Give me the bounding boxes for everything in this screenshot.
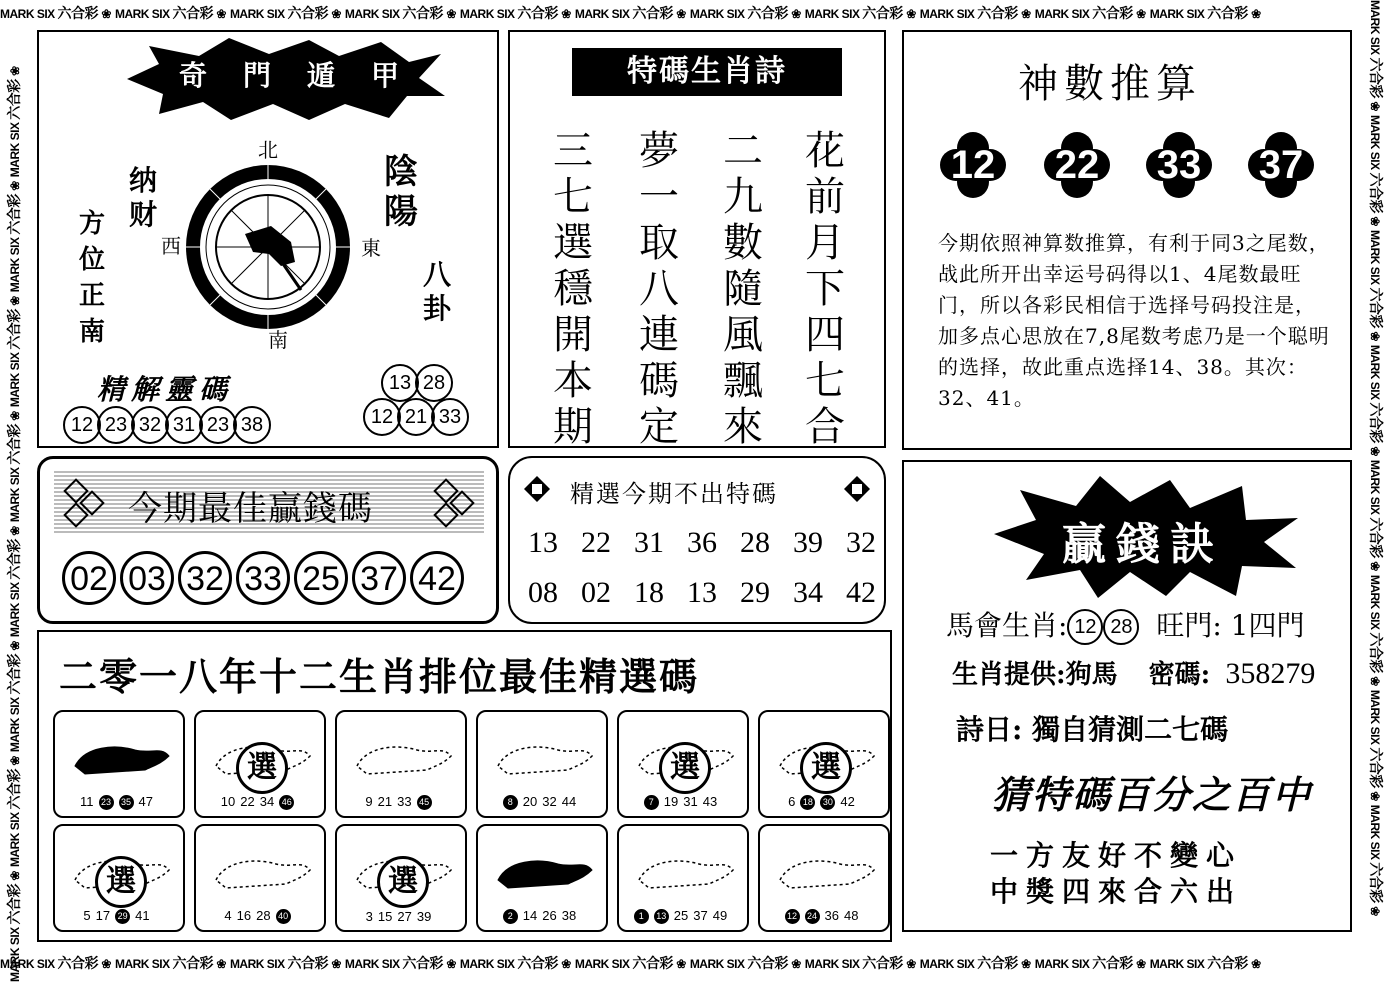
animal-number: 5 <box>83 907 91 923</box>
animal-silhouette <box>770 840 880 900</box>
zodiac-title: 二零一八年十二生肖排位最佳精選碼 <box>59 654 700 699</box>
flower-icon: ❀ <box>216 957 226 971</box>
animal-number: 16 <box>236 907 252 923</box>
notout-number: 13 <box>528 526 558 559</box>
flower-icon: ❀ <box>1368 791 1382 801</box>
compass-wheel <box>183 162 353 332</box>
best-numbers <box>62 551 464 605</box>
animal-numbers <box>619 908 747 924</box>
flower-icon: ❀ <box>1251 957 1261 971</box>
border-unit: MARK SIX 六合彩 ❀ <box>6 756 22 868</box>
flower-icon: ❀ <box>1368 561 1382 571</box>
flower-icon: ❀ <box>1368 331 1382 341</box>
zodiac-grid <box>49 710 884 940</box>
animal-silhouette <box>488 840 598 900</box>
border-unit: MARK SIX 六合彩 ❀ <box>1368 229 1384 341</box>
border-unit: MARK SIX 六合彩 ❀ <box>114 5 226 21</box>
pyramid-number: 21 <box>397 398 435 436</box>
border-unit: MARK SIX 六合彩 ❀ <box>6 411 22 523</box>
jingjie-number: 23 <box>97 406 135 444</box>
animal-number: 28 <box>256 907 271 923</box>
flower-icon: ❀ <box>906 957 916 971</box>
animal-number: 26 <box>542 907 557 923</box>
number-blob-value: 37 <box>1258 143 1304 187</box>
jingjie-number: 32 <box>131 406 169 444</box>
compass-north: 北 <box>258 138 278 162</box>
border-unit: MARK SIX 六合彩 ❀ <box>229 5 341 21</box>
border-unit: MARK SIX 六合彩 ❀ <box>1368 574 1384 686</box>
flower-icon: ❀ <box>676 957 686 971</box>
flower-icon: ❀ <box>446 7 456 21</box>
border-unit: MARK SIX 六合彩 ❀ <box>6 296 22 408</box>
jingjie-number: 38 <box>233 406 271 444</box>
flower-icon: ❀ <box>676 7 686 21</box>
flower-icon: ❀ <box>101 957 111 971</box>
best-panel <box>37 456 499 624</box>
pig-card <box>758 824 890 932</box>
animal-number: 23 <box>99 795 114 810</box>
jingjie-numbers <box>63 406 271 444</box>
notout-number: 32 <box>846 526 876 559</box>
notout-panel <box>508 456 886 624</box>
animal-silhouette <box>347 726 457 786</box>
border-unit: MARK SIX 六合彩 ❀ <box>459 955 571 971</box>
poem-column-3: 二九數隨風飄來 <box>723 128 763 450</box>
rabbit-card <box>476 710 608 818</box>
flower-icon: ❀ <box>906 7 916 21</box>
animal-number: 47 <box>138 793 153 809</box>
border-unit: MARK SIX 六合彩 ❀ <box>1368 114 1384 226</box>
notout-number: 13 <box>687 576 717 609</box>
animal-numbers <box>760 794 888 810</box>
animal-number: 43 <box>702 793 718 809</box>
border-unit: MARK SIX 六合彩 ❀ <box>689 955 801 971</box>
compass-east: 東 <box>361 236 381 260</box>
flower-icon: ❀ <box>8 411 22 421</box>
notout-number: 08 <box>528 576 558 609</box>
animal-number: 29 <box>115 909 130 924</box>
horse-card <box>53 824 185 932</box>
tiger-card <box>335 710 467 818</box>
flower-icon: ❀ <box>1136 957 1146 971</box>
line1-number: 12 <box>1067 609 1103 645</box>
qimen-left-text-2: 方 位 正 南 <box>79 209 106 347</box>
xuan-stamp: 選 <box>236 742 288 794</box>
border-unit: MARK SIX 六合彩 ❀ <box>919 5 1031 21</box>
qimen-right-text-1: 陰 陽 <box>384 152 418 232</box>
animal-number: 22 <box>240 793 255 809</box>
animal-number: 45 <box>417 795 432 810</box>
monkey-card <box>335 824 467 932</box>
number-blob <box>1146 132 1212 198</box>
animal-number: 41 <box>135 907 150 923</box>
animal-number: 17 <box>95 907 111 923</box>
animal-number: 44 <box>561 793 577 809</box>
yingqian-line-6: 中獎四來合六出 <box>990 875 1243 908</box>
flower-icon: ❀ <box>8 756 22 766</box>
animal-numbers <box>337 909 465 924</box>
border-unit: MARK SIX 六合彩 ❀ <box>6 641 22 753</box>
animal-number: 1 <box>634 909 649 924</box>
pyramid-bottom <box>363 398 469 436</box>
flower-icon: ❀ <box>1368 906 1382 916</box>
border-unit: MARK SIX 六合彩 ❀ <box>1368 689 1384 801</box>
xuan-stamp: 選 <box>800 742 852 794</box>
qimen-right-text-2: 八 卦 <box>423 258 452 325</box>
border-unit: MARK SIX 六合彩 ❀ <box>689 5 801 21</box>
line1-right: 旺門: 1四門 <box>1156 609 1305 642</box>
poem-title: 特碼生肖詩 <box>572 48 842 96</box>
yingqian-line-5: 一方友好不變心 <box>990 839 1243 872</box>
flower-icon: ❀ <box>331 957 341 971</box>
border-unit: MARK SIX 六合彩 ❀ <box>6 871 22 982</box>
top-border-strip <box>0 2 1391 24</box>
border-unit: MARK SIX 六合彩 ❀ <box>114 955 226 971</box>
animal-numbers <box>196 794 324 810</box>
animal-number: 24 <box>805 909 820 924</box>
animal-number: 2 <box>503 909 518 924</box>
dog-card <box>617 824 749 932</box>
animal-number: 15 <box>377 909 393 924</box>
flower-icon: ❀ <box>1021 957 1031 971</box>
flower-icon: ❀ <box>8 526 22 536</box>
border-unit: MARK SIX 六合彩 ❀ <box>459 5 571 21</box>
flower-icon: ❀ <box>1136 7 1146 21</box>
flower-icon: ❀ <box>8 296 22 306</box>
qimen-panel <box>37 30 499 448</box>
flower-icon: ❀ <box>561 957 571 971</box>
notout-number: 22 <box>581 526 611 559</box>
animal-numbers <box>337 794 465 810</box>
flower-icon: ❀ <box>8 641 22 651</box>
animal-number: 3 <box>365 909 373 924</box>
rat-card <box>53 710 185 818</box>
border-unit: MARK SIX 六合彩 ❀ <box>229 955 341 971</box>
border-unit: MARK SIX 六合彩 ❀ <box>6 66 22 178</box>
animal-number: 13 <box>654 909 669 924</box>
line1-label: 馬會生肖: <box>946 609 1068 642</box>
flower-icon: ❀ <box>101 7 111 21</box>
notout-number: 28 <box>740 526 770 559</box>
yingqian-line-4: 猜特碼百分之百中 <box>992 772 1313 817</box>
left-border-strip <box>0 0 22 982</box>
qimen-left-text-1: 纳 财 <box>129 164 158 231</box>
border-unit: MARK SIX 六合彩 ❀ <box>574 5 686 21</box>
animal-number: 27 <box>397 909 412 924</box>
animal-numbers <box>478 908 606 924</box>
yingqian-title: 贏錢訣 <box>1062 519 1224 570</box>
animal-number: 46 <box>279 795 294 810</box>
border-unit: MARK SIX 六合彩 ❀ <box>574 955 686 971</box>
jingjie-number: 12 <box>63 406 101 444</box>
shenshu-text: 今期依照神算数推算，有利于同3之尾数，战此所开出幸运号码得以1、4尾数最旺门，所以各彩民相信于选择号码投注是，加多点心思放在7,8尾数考虑乃是一个聪明的选择，故此重点选择14、38。其次：32、41。 <box>938 231 1330 410</box>
zodiac-panel <box>37 630 892 942</box>
diamond-left-icon <box>524 476 550 502</box>
animal-number: 9 <box>365 793 373 809</box>
animal-numbers <box>478 794 606 810</box>
border-unit: MARK SIX 六合彩 ❀ <box>1368 0 1384 111</box>
flower-icon: ❀ <box>1021 7 1031 21</box>
line2-code-label: 密碼: <box>1148 660 1211 690</box>
animal-number: 35 <box>119 795 134 810</box>
xuan-stamp: 選 <box>377 856 429 908</box>
animal-numbers <box>760 908 888 924</box>
notout-number: 18 <box>634 576 664 609</box>
animal-number: 6 <box>788 793 796 809</box>
flower-icon: ❀ <box>791 957 801 971</box>
pyramid-number: 12 <box>363 398 401 436</box>
line1-number: 28 <box>1103 609 1139 645</box>
shenshu-title: 神數推算 <box>1018 61 1202 107</box>
border-unit: MARK SIX 六合彩 ❀ <box>344 955 456 971</box>
compass-west: 西 <box>161 234 181 258</box>
border-unit: MARK SIX 六合彩 ❀ <box>6 181 22 293</box>
snake-card <box>758 710 890 818</box>
flower-icon: ❀ <box>1368 676 1382 686</box>
border-unit: MARK SIX 六合彩 ❀ <box>804 955 916 971</box>
number-blob-value: 12 <box>950 143 996 187</box>
best-number: 03 <box>120 551 174 605</box>
jingjie-number: 23 <box>199 406 237 444</box>
animal-silhouette <box>488 726 598 786</box>
animal-number: 40 <box>276 909 291 924</box>
poem-column-1: 三七選穩開本期 <box>553 128 593 450</box>
animal-number: 14 <box>522 907 538 923</box>
flower-icon: ❀ <box>8 181 22 191</box>
flower-icon: ❀ <box>1251 7 1261 21</box>
animal-number: 34 <box>259 793 275 809</box>
flower-icon: ❀ <box>561 7 571 21</box>
notout-title: 精選今期不出特碼 <box>570 480 778 508</box>
flower-icon: ❀ <box>216 7 226 21</box>
border-unit: MARK SIX 六合彩 ❀ <box>0 5 111 21</box>
flower-icon: ❀ <box>1368 101 1382 111</box>
rooster-card <box>476 824 608 932</box>
jingjie-title: 精解靈碼 <box>97 373 234 406</box>
animal-silhouette <box>206 840 316 900</box>
notout-number: 36 <box>687 526 717 559</box>
notout-number: 31 <box>634 526 664 559</box>
diamond-right-icon <box>844 476 870 502</box>
notout-row-2 <box>528 576 876 610</box>
notout-number: 29 <box>740 576 770 609</box>
animal-number: 20 <box>522 793 538 809</box>
border-unit: MARK SIX 六合彩 ❀ <box>1368 804 1384 916</box>
qimen-title: 奇 門 遁 甲 <box>179 59 399 92</box>
best-title: 今期最佳贏錢碼 <box>128 489 373 529</box>
flower-icon: ❀ <box>331 7 341 21</box>
animal-number: 8 <box>503 795 518 810</box>
pyramid-number: 33 <box>431 398 469 436</box>
xuan-stamp: 選 <box>659 742 711 794</box>
animal-number: 36 <box>824 907 839 923</box>
notout-number: 02 <box>581 576 611 609</box>
yingqian-panel <box>902 460 1352 932</box>
animal-number: 49 <box>712 907 728 923</box>
animal-number: 31 <box>683 793 698 809</box>
notout-number: 42 <box>846 576 876 609</box>
pyramid-top <box>381 364 453 402</box>
notout-number: 39 <box>793 526 823 559</box>
animal-number: 37 <box>693 907 708 923</box>
animal-number: 7 <box>644 795 659 810</box>
animal-number: 25 <box>673 907 689 923</box>
goat-card <box>194 824 326 932</box>
animal-number: 33 <box>397 793 412 809</box>
animal-numbers <box>55 794 183 810</box>
animal-number: 38 <box>561 907 577 923</box>
border-unit: MARK SIX 六合彩 ❀ <box>6 526 22 638</box>
flower-icon: ❀ <box>8 66 22 76</box>
border-unit: MARK SIX 六合彩 ❀ <box>1034 5 1146 21</box>
animal-number: 19 <box>663 793 679 809</box>
flower-icon: ❀ <box>1368 216 1382 226</box>
animal-numbers <box>55 908 183 924</box>
animal-number: 48 <box>844 907 859 923</box>
animal-number: 21 <box>377 793 393 809</box>
flower-icon: ❀ <box>446 957 456 971</box>
line2-text: 生肖提供:狗馬 <box>952 660 1118 690</box>
bottom-border-strip <box>0 952 1391 974</box>
best-number: 32 <box>178 551 232 605</box>
best-number: 02 <box>62 551 116 605</box>
pyramid-number: 13 <box>381 364 419 402</box>
compass-south: 南 <box>268 328 288 352</box>
number-blob-value: 22 <box>1054 143 1100 187</box>
best-number: 33 <box>236 551 290 605</box>
xuan-stamp: 選 <box>95 856 147 908</box>
number-blob <box>1248 132 1314 198</box>
number-blob <box>1044 132 1110 198</box>
dragon-card <box>617 710 749 818</box>
right-border-strip <box>1368 0 1390 982</box>
flower-icon: ❀ <box>1368 446 1382 456</box>
jingjie-number: 31 <box>165 406 203 444</box>
number-blob <box>940 132 1006 198</box>
flower-icon: ❀ <box>8 871 22 881</box>
notout-number: 34 <box>793 576 823 609</box>
flower-icon: ❀ <box>791 7 801 21</box>
animal-numbers <box>619 794 747 810</box>
border-unit: MARK SIX 六合彩 ❀ <box>919 955 1031 971</box>
line2-code-value: 358279 <box>1225 657 1316 690</box>
border-unit: MARK SIX 六合彩 ❀ <box>1368 459 1384 571</box>
animal-number: 12 <box>785 909 800 924</box>
animal-number: 4 <box>224 907 232 923</box>
animal-number: 32 <box>542 793 557 809</box>
best-number: 42 <box>410 551 464 605</box>
pyramid-number: 28 <box>415 364 453 402</box>
animal-number: 39 <box>416 909 432 924</box>
best-number: 25 <box>294 551 348 605</box>
border-unit: MARK SIX 六合彩 ❀ <box>1149 955 1261 971</box>
notout-row-1 <box>528 526 876 560</box>
border-unit: MARK SIX 六合彩 ❀ <box>1034 955 1146 971</box>
animal-numbers <box>196 908 324 924</box>
animal-silhouette <box>629 840 739 900</box>
border-unit: MARK SIX 六合彩 ❀ <box>0 955 111 971</box>
animal-number: 42 <box>840 793 855 809</box>
animal-number: 18 <box>800 795 815 810</box>
animal-silhouette <box>65 726 175 786</box>
poem-panel <box>508 30 886 448</box>
yingqian-line-1 <box>946 604 1305 645</box>
poem-column-2: 夢一取八連碼定 <box>639 128 679 450</box>
ox-card <box>194 710 326 818</box>
shenshu-panel <box>902 30 1352 450</box>
yingqian-line-2 <box>952 654 1315 691</box>
poem-column-4: 花前月下四七合 <box>805 128 845 450</box>
best-number: 37 <box>352 551 406 605</box>
animal-number: 10 <box>220 793 236 809</box>
animal-number: 11 <box>80 793 94 809</box>
border-unit: MARK SIX 六合彩 ❀ <box>344 5 456 21</box>
number-blob-value: 33 <box>1156 143 1202 187</box>
animal-number: 30 <box>820 795 835 810</box>
yingqian-line-3: 詩日: 獨自猜測二七碼 <box>956 713 1229 746</box>
border-unit: MARK SIX 六合彩 ❀ <box>1149 5 1261 21</box>
border-unit: MARK SIX 六合彩 ❀ <box>804 5 916 21</box>
border-unit: MARK SIX 六合彩 ❀ <box>1368 344 1384 456</box>
